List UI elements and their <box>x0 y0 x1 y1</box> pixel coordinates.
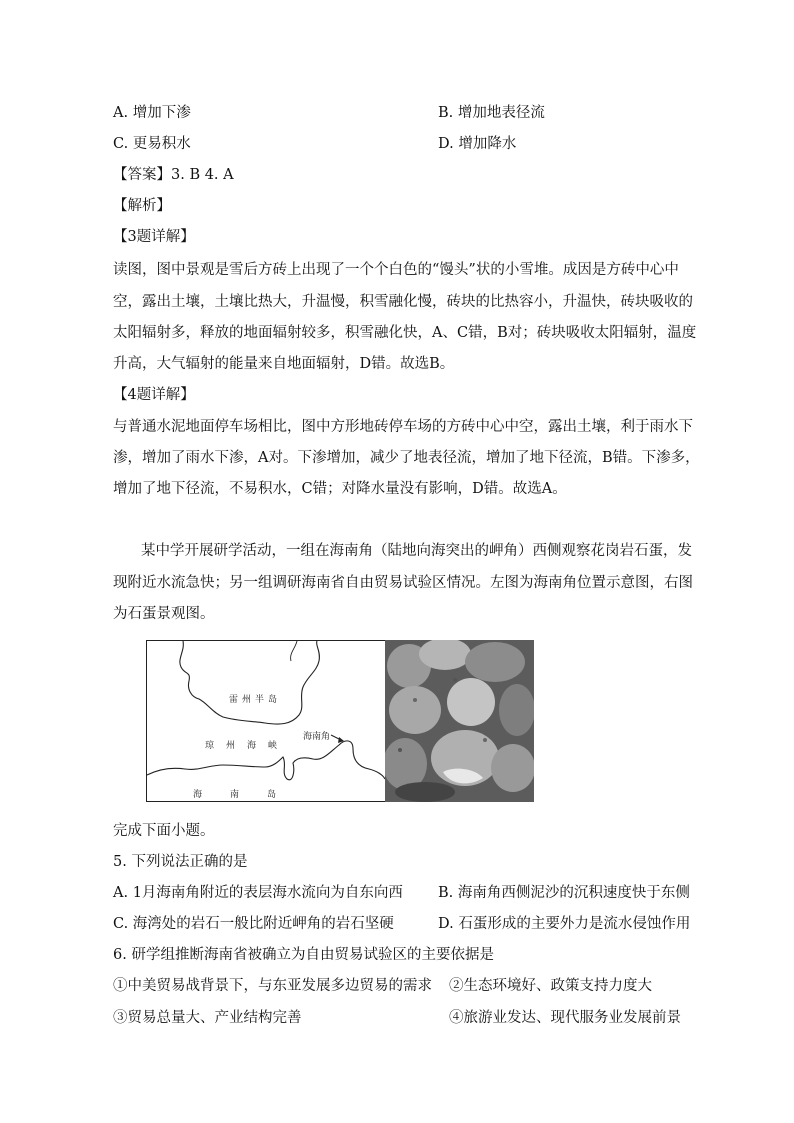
location-map <box>146 640 386 802</box>
q5-option-d: D. 石蛋形成的主要外力是流水侵蚀作用 <box>438 916 691 932</box>
q4-detail-line: 与普通水泥地面停车场相比，图中方形地砖停车场的方砖中心中空，露出土壤，利于雨水下 <box>113 419 693 435</box>
q3-detail-line: 读图，图中景观是雪后方砖上出现了一个个白色的“馒头”状的小雪堆。成因是方砖中心中 <box>113 262 679 278</box>
q5-option-b: B. 海南角西侧泥沙的沉积速度快于东侧 <box>438 885 690 901</box>
label-qiongzhou-strait: 琼州海峡 <box>205 741 290 751</box>
figure-group <box>146 640 534 802</box>
q4-option-a: A. 增加下渗 <box>113 105 191 121</box>
q4-detail-line: 增加了地下径流，不易积水，C错；对降水量没有影响，D错。故选A。 <box>113 481 567 497</box>
label-hainan-cape: 海南角 <box>303 732 331 742</box>
q3-detail-heading: 【3题详解】 <box>113 229 195 245</box>
prompt-line: 完成下面小题。 <box>113 823 215 839</box>
q4-option-d: D. 增加降水 <box>438 136 517 152</box>
q3-detail-line: 空，露出土壤，土壤比热大，升温慢，积雪融化慢，砖块的比热容小，升温快，砖块吸收的 <box>113 294 693 310</box>
q6-statement-1: ①中美贸易战背景下，与东亚发展多边贸易的需求 <box>113 978 432 994</box>
q4-detail-heading: 【4题详解】 <box>113 387 195 403</box>
map-drawing <box>147 641 385 801</box>
q6-statement-3: ③贸易总量大、产业结构完善 <box>113 1010 302 1026</box>
q5-stem: 5. 下列说法正确的是 <box>113 854 248 870</box>
intro-line: 某中学开展研学活动，一组在海南角（陆地向海突出的岬角）西侧观察花岗岩石蛋，发 <box>141 543 692 559</box>
q6-stem: 6. 研学组推断海南省被确立为自由贸易试验区的主要依据是 <box>113 947 494 963</box>
label-hainan-island: 海南岛 <box>193 790 305 800</box>
q5-option-a: A. 1月海南角附近的表层海水流向为自东向西 <box>113 885 403 901</box>
analysis-heading: 【解析】 <box>113 198 171 214</box>
q3-detail-line: 升高，大气辐射的能量来自地面辐射，D错。故选B。 <box>113 356 455 372</box>
intro-line: 现附近水流急快；另一组调研海南省自由贸易试验区情况。左图为海南角位置示意图，右图 <box>113 575 693 591</box>
label-leizhou-peninsula: 雷州半岛 <box>229 695 282 705</box>
q6-statement-2: ②生态环境好、政策支持力度大 <box>449 978 652 994</box>
stone-egg-drawing <box>385 640 534 802</box>
q4-detail-line: 渗，增加了雨水下渗，A对。下渗增加，减少了地表径流，增加了地下径流，B错。下渗多， <box>113 450 700 466</box>
intro-line: 为石蛋景观图。 <box>113 606 215 622</box>
q3-detail-line: 太阳辐射多，释放的地面辐射较多，积雪融化快，A、C错，B对；砖块吸收太阳辐射，温度 <box>113 325 697 341</box>
q4-option-b: B. 增加地表径流 <box>438 105 545 121</box>
q6-statement-4: ④旅游业发达、现代服务业发展前景 <box>449 1010 681 1026</box>
q4-option-c: C. 更易积水 <box>113 136 191 152</box>
stone-egg-photo <box>385 640 534 802</box>
answer-line: 【答案】3. B 4. A <box>113 167 234 183</box>
q5-option-c: C. 海湾处的岩石一般比附近岬角的岩石坚硬 <box>113 916 394 932</box>
